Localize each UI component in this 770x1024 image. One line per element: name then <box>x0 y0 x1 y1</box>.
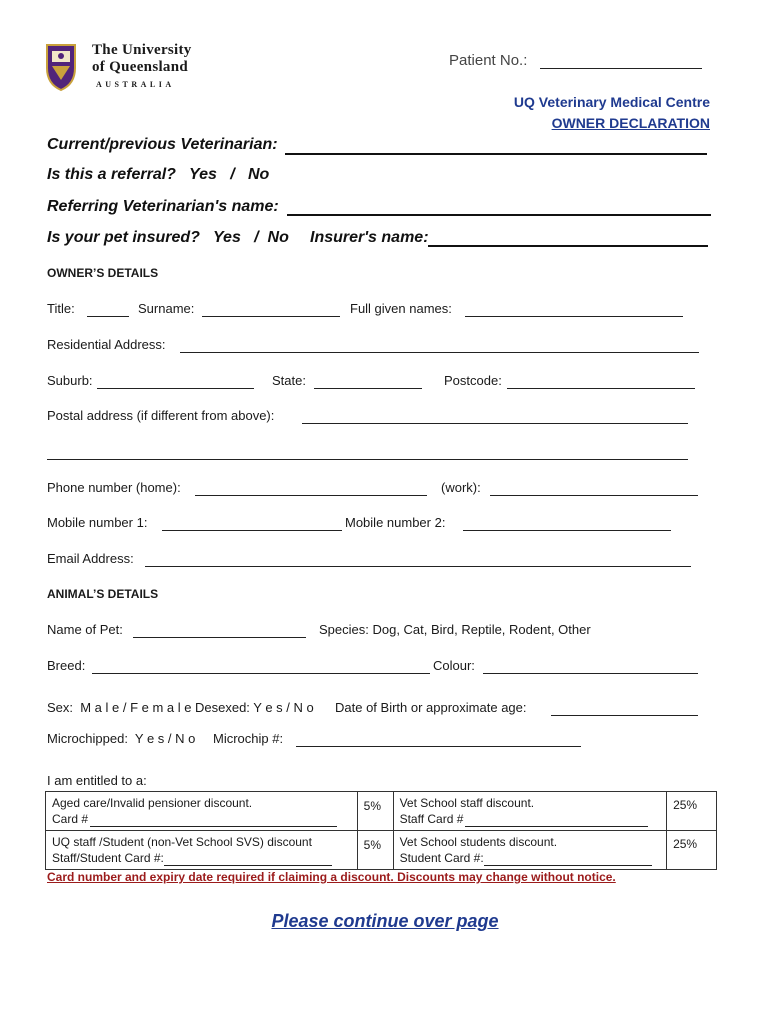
discount-table <box>45 791 717 870</box>
phone-home-field[interactable] <box>195 495 427 496</box>
microchipped-label: Microchipped: Y e s / N o <box>47 731 196 746</box>
current-vet-field[interactable] <box>285 153 707 155</box>
title-field[interactable] <box>87 316 129 317</box>
phone-work-field[interactable] <box>490 495 698 496</box>
postal-field-2[interactable] <box>47 459 688 460</box>
mobile2-field[interactable] <box>463 530 671 531</box>
entitled-label: I am entitled to a: <box>47 773 147 788</box>
email-label: Email Address: <box>47 551 134 566</box>
discount-card-line[interactable] <box>52 811 351 827</box>
centre-name: UQ Veterinary Medical Centre <box>513 94 710 110</box>
patient-no-field[interactable] <box>540 68 702 69</box>
uq-logo <box>44 42 234 94</box>
colour-label: Colour: <box>433 658 475 673</box>
insurer-field[interactable] <box>428 245 708 247</box>
residential-label: Residential Address: <box>47 337 166 352</box>
discount-pct: 25% <box>667 792 717 831</box>
mobile2-label: Mobile number 2: <box>345 515 446 530</box>
microchip-no-label: Microchip #: <box>213 731 284 746</box>
logo-line-3: AUSTRALIA <box>96 80 175 89</box>
referral-question: Is this a referral? Yes / No <box>47 166 270 183</box>
surname-label: Surname: <box>138 301 195 316</box>
postcode-label: Postcode: <box>444 373 502 388</box>
discount-cell <box>46 792 358 831</box>
colour-field[interactable] <box>483 673 698 674</box>
card-label: Card # <box>52 812 89 826</box>
title-label: Title: <box>47 301 75 316</box>
microchip-no-field[interactable] <box>296 746 581 747</box>
discount-title: UQ staff /Student (non-Vet School SVS) discount <box>52 835 312 849</box>
postcode-field[interactable] <box>507 388 695 389</box>
given-names-label: Full given names: <box>350 301 452 316</box>
current-vet-label: Current/previous Veterinarian: <box>47 136 278 153</box>
referring-vet-field[interactable] <box>287 214 711 216</box>
mobile1-field[interactable] <box>162 530 342 531</box>
postal-field-1[interactable] <box>302 423 688 424</box>
discount-notice: Card number and expiry date required if claiming a discount. Discounts may change without notice. <box>47 870 616 884</box>
card-label: Staff/Student Card #: <box>52 851 164 865</box>
discount-cell <box>393 831 666 870</box>
surname-field[interactable] <box>202 316 340 317</box>
discount-pct: 5% <box>357 792 393 831</box>
discount-card-line[interactable] <box>400 850 660 866</box>
suburb-field[interactable] <box>97 388 254 389</box>
given-names-field[interactable] <box>465 316 683 317</box>
discount-title: Vet School students discount. <box>399 835 558 849</box>
discount-cell <box>46 831 358 870</box>
discount-title: Vet School staff discount. <box>399 796 535 810</box>
card-field[interactable] <box>90 812 337 827</box>
referring-vet-label: Referring Veterinarian's name: <box>47 198 279 215</box>
discount-card-line[interactable] <box>52 850 351 866</box>
state-label: State: <box>272 373 306 388</box>
postal-label: Postal address (if different from above): <box>47 408 275 423</box>
discount-pct: 5% <box>357 831 393 870</box>
card-label: Staff Card # <box>399 812 464 826</box>
discount-title: Aged care/Invalid pensioner discount. <box>52 796 253 810</box>
phone-work-label: (work): <box>441 480 481 495</box>
residential-field[interactable] <box>180 352 699 353</box>
pet-name-label: Name of Pet: <box>47 622 123 637</box>
mobile1-label: Mobile number 1: <box>47 515 148 530</box>
card-field[interactable] <box>164 851 332 866</box>
discount-row <box>46 831 717 870</box>
dob-field[interactable] <box>551 715 698 716</box>
phone-home-label: Phone number (home): <box>47 480 181 495</box>
discount-cell <box>393 792 666 831</box>
discount-card-line[interactable] <box>400 811 660 827</box>
discount-pct: 25% <box>667 831 717 870</box>
dob-label: Date of Birth or approximate age: <box>335 700 527 715</box>
state-field[interactable] <box>314 388 422 389</box>
species-label: Species: Dog, Cat, Bird, Reptile, Rodent, Other <box>319 622 591 637</box>
card-label: Student Card #: <box>399 851 484 865</box>
breed-label: Breed: <box>47 658 86 673</box>
card-field[interactable] <box>465 812 648 827</box>
logo-line-2: of Queensland <box>92 59 189 75</box>
insurer-label: Insurer's name: <box>310 229 429 246</box>
animal-details-heading: ANIMAL’S DETAILS <box>47 587 159 601</box>
desexed-label: Desexed: Y e s / N o <box>195 700 314 715</box>
logo-line-1: The University <box>92 42 192 58</box>
form-title: OWNER DECLARATION <box>551 115 710 131</box>
card-field[interactable] <box>484 851 652 866</box>
breed-field[interactable] <box>92 673 430 674</box>
continue-notice: Please continue over page <box>271 911 499 931</box>
sex-label: Sex: M a l e / F e m a l e <box>47 700 192 715</box>
email-field[interactable] <box>145 566 691 567</box>
discount-row <box>46 792 717 831</box>
owner-details-heading: OWNER’S DETAILS <box>47 266 159 280</box>
suburb-label: Suburb: <box>47 373 93 388</box>
uq-crest-icon <box>44 42 78 92</box>
patient-no-label: Patient No.: <box>449 52 528 69</box>
insured-question: Is your pet insured? Yes / No <box>47 229 289 246</box>
pet-name-field[interactable] <box>133 637 306 638</box>
